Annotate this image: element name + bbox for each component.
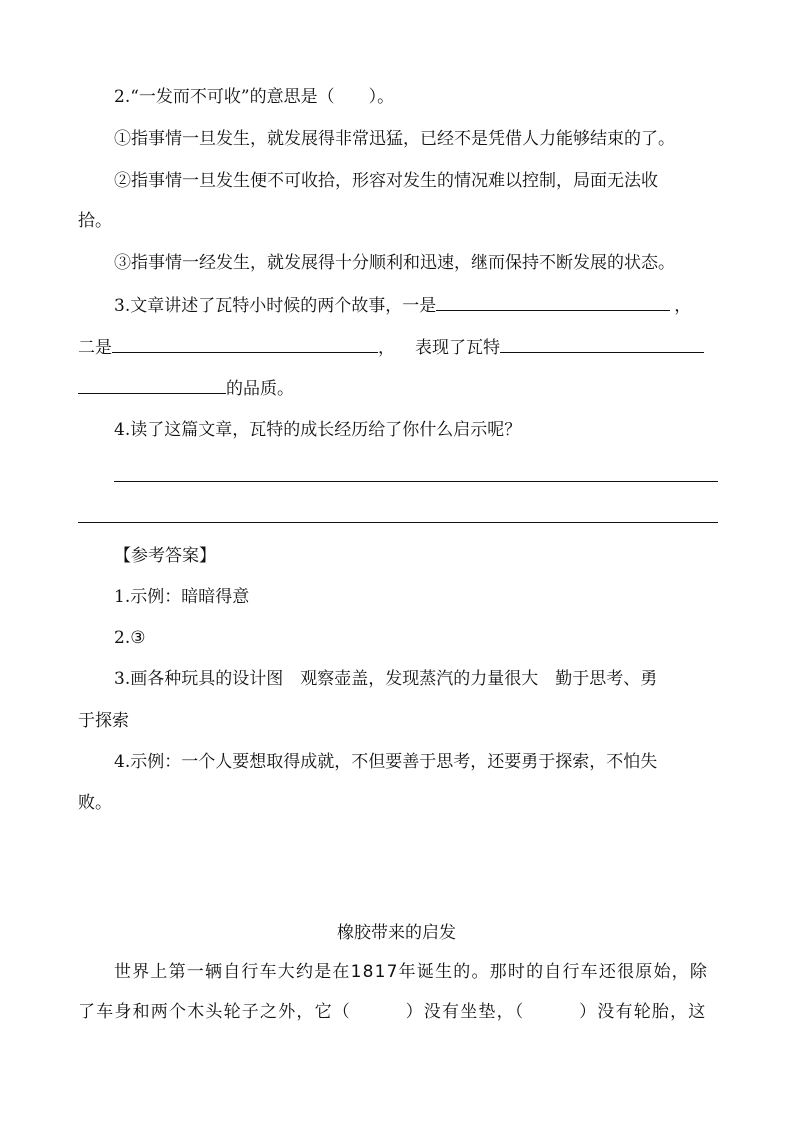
- answer-4: 4.示例：一个人要想取得成就，不但要善于思考，还要勇于探索，不怕失: [114, 752, 658, 772]
- question-2-stem: 2.“一发而不可收”的意思是（ ）。: [114, 87, 395, 107]
- answers-heading: 【参考答案】: [114, 546, 216, 566]
- answer-blank-1[interactable]: [436, 294, 670, 311]
- question-3-text-b1: 二是: [78, 338, 112, 358]
- answer-3: 3.画各种玩具的设计图 观察壶盖，发现蒸汽的力量很大 勤于思考、勇: [114, 669, 658, 689]
- answer-blank-2[interactable]: [112, 336, 378, 353]
- answer-4-cont: 败。: [78, 793, 112, 813]
- question-2-option-1: ①指事情一旦发生，就发展得非常迅猛，已经不是凭借人力能够结束的了。: [114, 129, 675, 149]
- question-3-text-a: 3.文章讲述了瓦特小时候的两个故事，一是: [114, 296, 437, 316]
- answer-line-1[interactable]: [114, 481, 718, 482]
- question-2-option-2: ②指事情一旦发生便不可收拾，形容对发生的情况难以控制，局面无法收: [114, 171, 658, 191]
- question-2-option-2-cont: 拾。: [78, 211, 112, 231]
- question-3-comma: ，: [674, 296, 692, 316]
- story-paragraph-line-2: 了车身和两个木头轮子之外，它（ ）没有坐垫，（ ）没有轮胎，这: [78, 1002, 707, 1022]
- answer-3-cont: 于探索: [78, 711, 129, 731]
- story-paragraph-line-1: 世界上第一辆自行车大约是在1817年诞生的。那时的自行车还很原始，除: [114, 962, 709, 982]
- question-2-option-3: ③指事情一经发生，就发展得十分顺利和迅速，继而保持不断发展的状态。: [114, 253, 675, 273]
- story-title: 橡胶带来的启发: [337, 923, 456, 943]
- answer-blank-4[interactable]: [78, 377, 226, 394]
- answer-blank-3[interactable]: [500, 336, 704, 353]
- answer-2: 2.③: [114, 628, 146, 648]
- answer-1: 1.示例：暗暗得意: [114, 587, 250, 607]
- answer-line-2[interactable]: [78, 522, 718, 523]
- question-3-line-1: [114, 294, 691, 317]
- question-3-text-c: 的品质。: [226, 379, 294, 399]
- question-3-line-2: [78, 336, 704, 359]
- question-3-text-b2: ，: [378, 338, 395, 358]
- question-4-stem: 4.读了这篇文章，瓦特的成长经历给了你什么启示呢？: [114, 420, 522, 440]
- question-3-line-3: [78, 377, 294, 400]
- question-3-text-b3: 表现了瓦特: [415, 338, 500, 358]
